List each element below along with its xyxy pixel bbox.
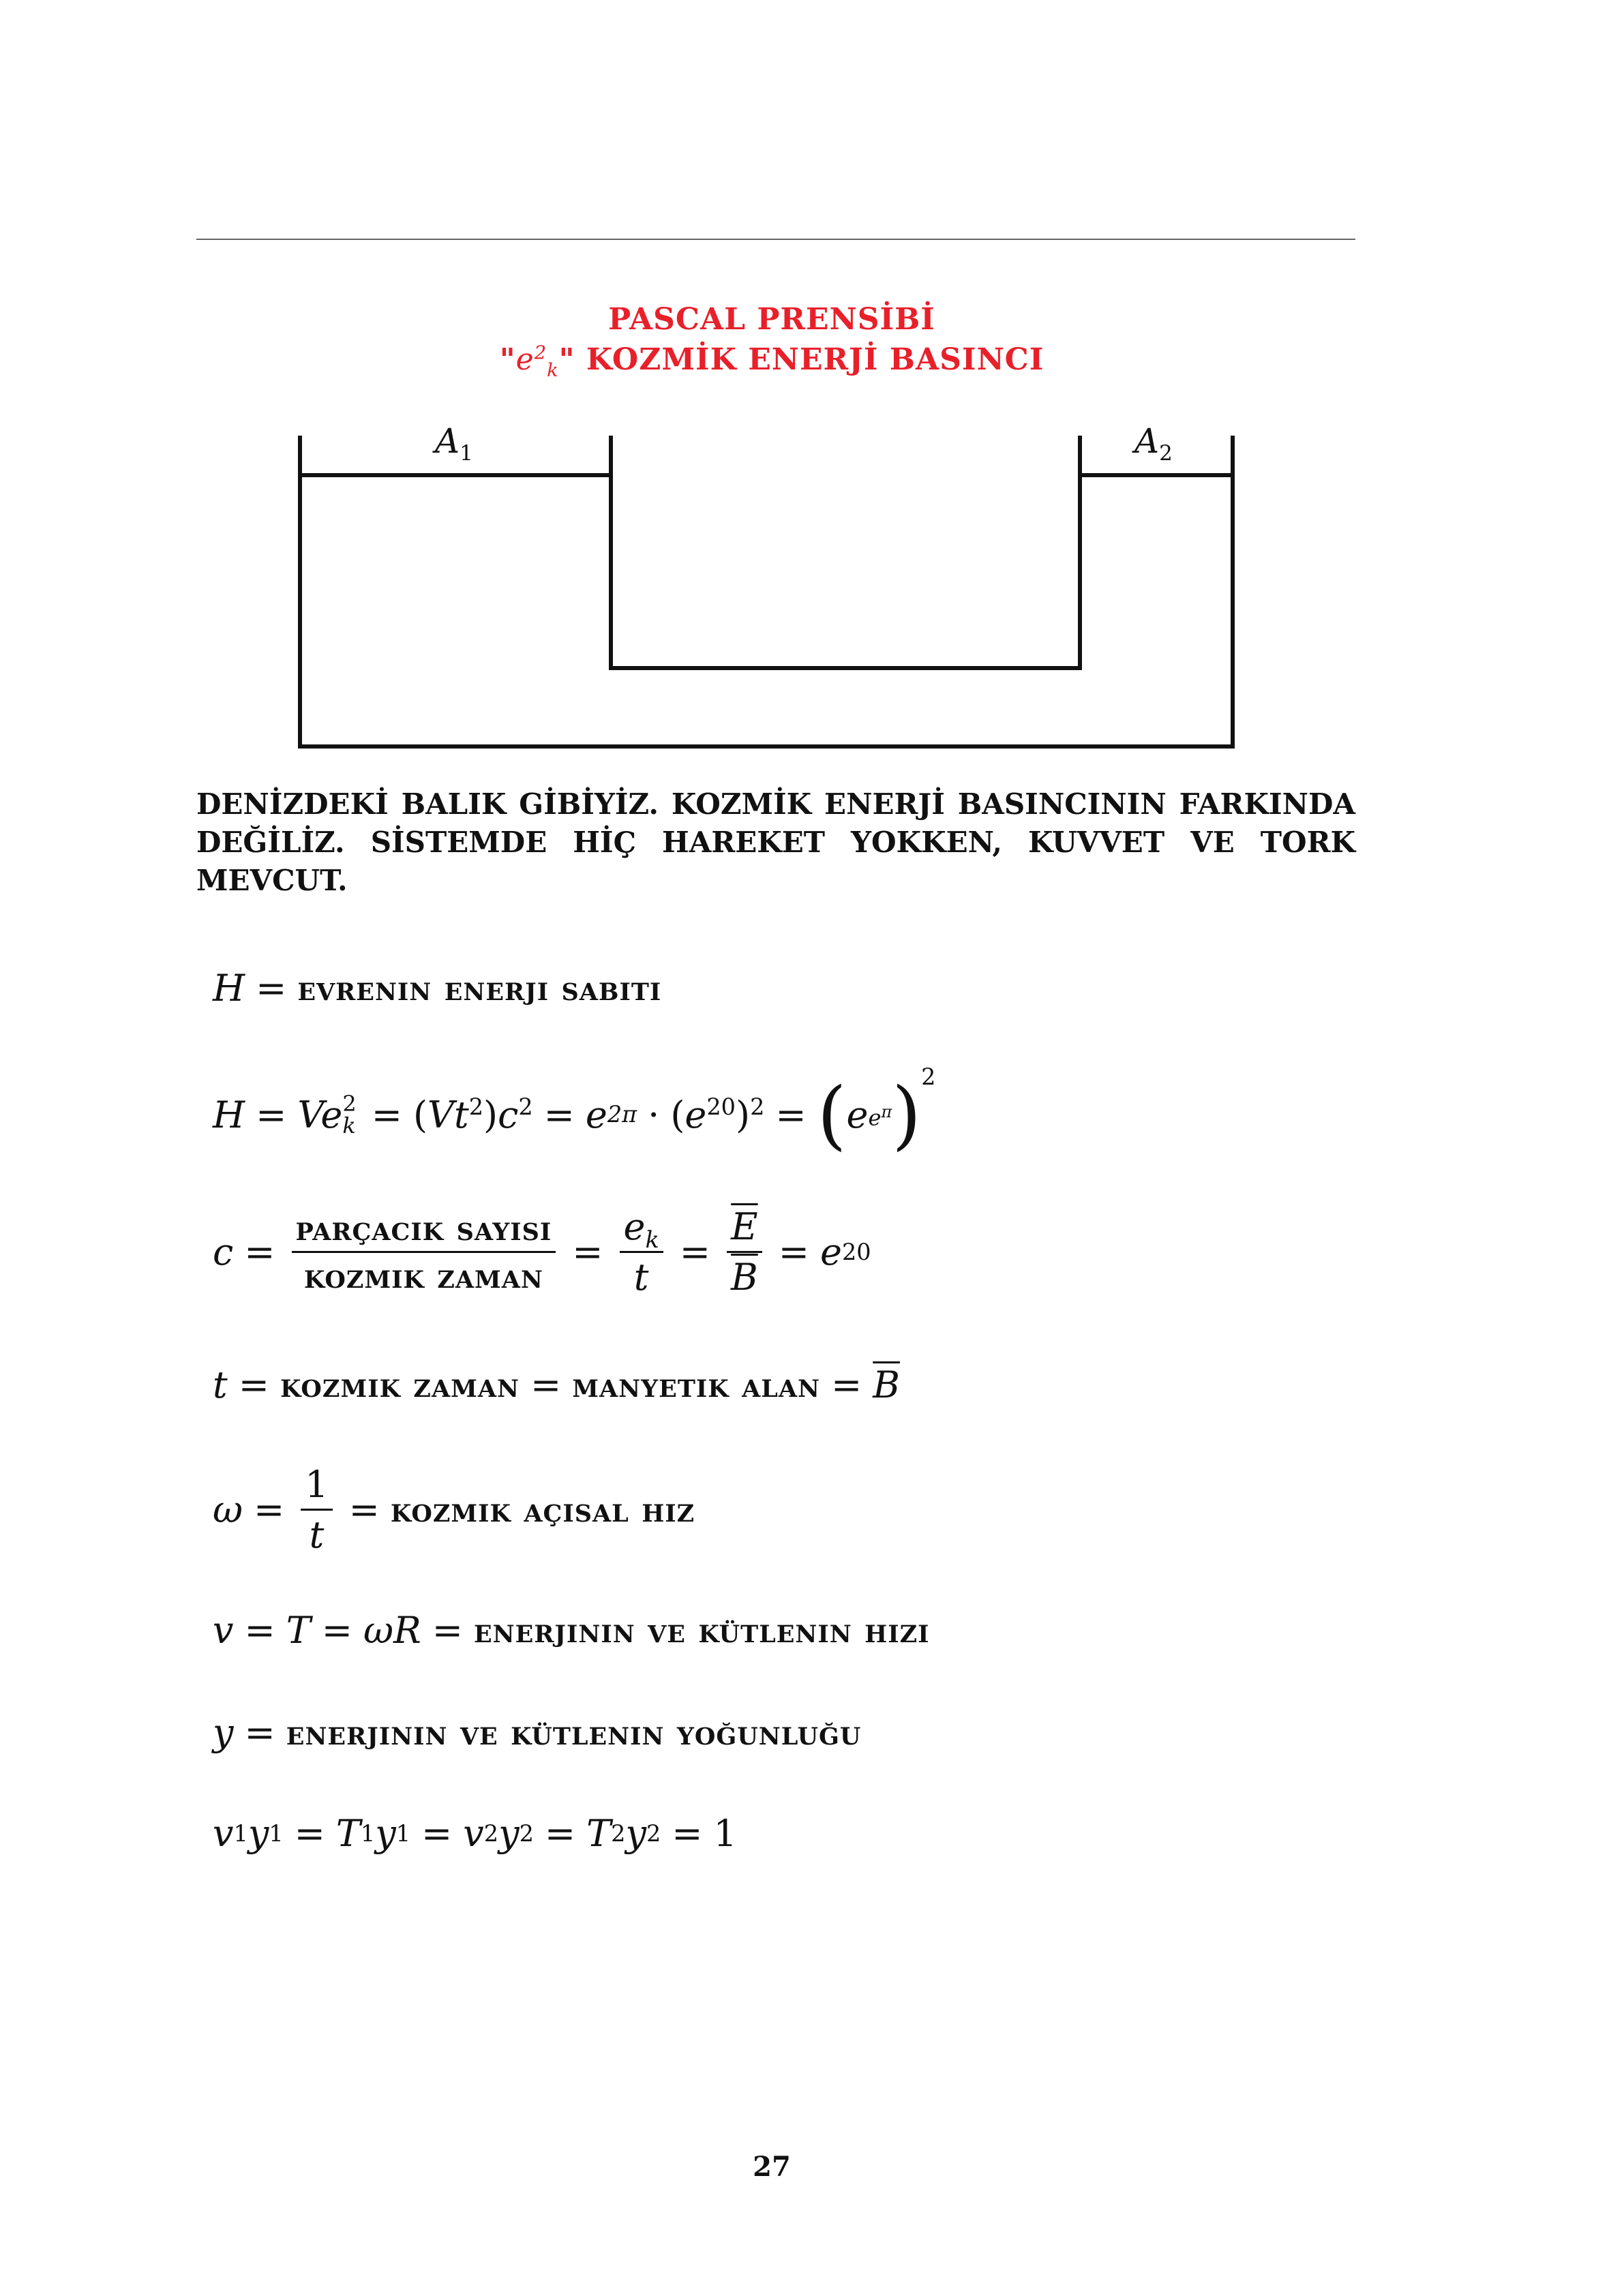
page-title: PASCAL PRENSİBİ bbox=[608, 302, 935, 337]
equation-t-definition: t = kozmik zaman = manyetik alan = $\overline{B}$ bbox=[213, 1363, 900, 1406]
pascal-vessel-diagram bbox=[0, 0, 1624, 784]
label-a1: $A_1$ bbox=[435, 421, 473, 466]
equation-omega-definition: ω = $\frac{1}{t}$ = kozmik açisal hiz bbox=[213, 1463, 695, 1557]
page-number: 27 bbox=[753, 2151, 791, 2183]
equation-density: y = enerjinin ve kütlenin yoğunluğu bbox=[213, 1711, 862, 1754]
label-a2: $A_2$ bbox=[1134, 421, 1173, 466]
intro-paragraph: DENİZDEKİ BALIK GİBİYİZ. KOZMİK ENERJİ BASINCININ FARKINDA DEĞİLİZ. SİSTEMDE HİÇ HAREKET YOKKEN, KUVVET VE TORK MEVCUT. bbox=[196, 787, 1355, 897]
equation-h-expansion: H = Ve 2 k = $(Vt^2)c^2$ = e 2π · $(e^{20})^2$ = ( e $e^\pi$ ) 2 bbox=[213, 1063, 936, 1158]
page-subtitle: "$e^2_k$" KOZMİK ENERJİ BASINCI bbox=[499, 342, 1044, 381]
fraction-particle-time: $\frac{\text{parçacik sayisi}}{\text{kozmik zaman}}$ bbox=[292, 1209, 556, 1295]
equation-velocity: v = T = ωR = enerjinin ve kütlenin hizi bbox=[213, 1609, 930, 1652]
equation-product-identity: v 1 y 1 = T 1 y 1 = v 2 y 2 = T 2 y 2 = 1 bbox=[213, 1812, 737, 1855]
vessel-inner-wall bbox=[611, 438, 1080, 668]
vessel-outline bbox=[300, 438, 1233, 746]
equation-c-definition: c = $\frac{\text{parçacik sayisi}}{\text{kozmik zaman}}$ = $\frac{e_k}{t}$ = $\frac{\overline{E}}{B}$ = e 20 bbox=[213, 1205, 871, 1299]
equation-h-definition: H = evrenin enerji sabiti bbox=[213, 967, 662, 1010]
